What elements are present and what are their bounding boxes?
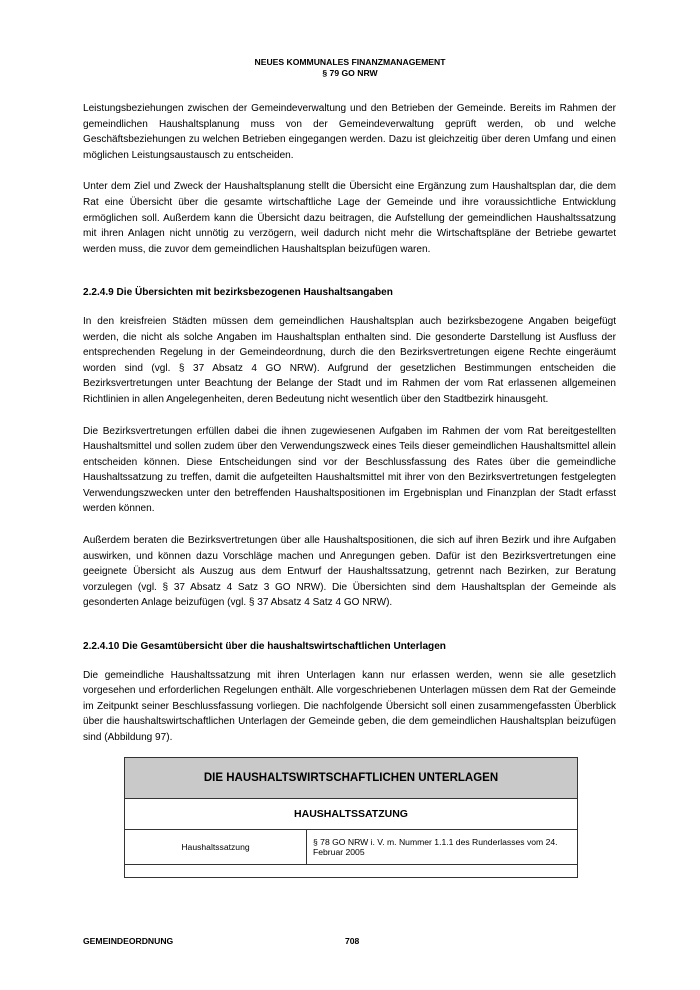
header-section: § 79 GO NRW [322,68,378,78]
table-spacer [125,865,577,877]
intro-paragraph-2: Unter dem Ziel und Zweck der Haushaltsplanung stellt die Übersicht eine Ergänzung zum Haushaltsplan dar, die dem Rat eine Übersicht über die gesamte wirtschaftliche Lage der Gemeinde und ihre voraussichtliche Entwicklung ermöglichen soll. Außerdem kann die Übersicht dazu beitragen, die Aufstellung der gemeindlichen Haushaltssatzung mit ihren Anlagen nicht unnötig zu verzögern, weil dadurch nicht mehr die Wirtschaftspläne der Betriebe gewartet werden muss, die zuvor dem gemeindlichen Haushaltsplan beizufügen waren. [83,181,616,255]
section-heading-2249: 2.2.4.9 Die Übersichten mit bezirksbezogenen Haushaltsangaben [83,287,393,299]
footer-label: GEMEINDEORDNUNG [83,936,174,946]
table-subtitle: HAUSHALTSSATZUNG [125,799,577,830]
section-heading-22410: 2.2.4.10 Die Gesamtübersicht über die haushaltswirtschaftlichen Unterlagen [83,641,446,653]
page-header [0,57,700,79]
section1-paragraph-3: Außerdem beraten die Bezirksvertretungen über alle Haushaltspositionen, die sich auf ihren Bezirk und ihre Aufgaben auswirken, und können dazu Vorschläge machen und Anregungen geben. Dafür ist den Bezirksvertretungen eine geeignete Übersicht als Auszug aus dem Entwurf der Haushaltssatzung, getrennt nach Bezirken, zur Beratung vorzulegen (vgl. § 37 Absatz 4 Satz 3 GO NRW). Die Übersichten sind dem Haushaltsplan der Gemeinde als gesonderten Anlage beizufügen (vgl. § 37 Absatz 4 Satz 4 GO NRW). [83,535,616,609]
table-cell-document: Haushaltssatzung [125,830,307,864]
header-title: NEUES KOMMUNALES FINANZMANAGEMENT [254,57,446,67]
table-title: DIE HAUSHALTSWIRTSCHAFTLICHEN UNTERLAGEN [125,758,577,799]
table-row [125,830,577,865]
documents-table [124,757,578,878]
section1-paragraph-2: Die Bezirksvertretungen erfüllen dabei die ihnen zugewiesenen Aufgaben im Rahmen der vom Rat bereitgestellten Haushaltsmittel und sollen zudem über den Verwendungszweck eines Teils dieser gemeindlichen Haushaltsmittel allein entscheiden können. Diese Entscheidungen sind vor der Beschlussfassung des Rates über die gemeindliche Haushaltssatzung zu treffen, damit die aufgeteilten Haushaltsmittel mit ihrer von den Bezirksvertretungen festgelegten Verwendungszwecken unter den betreffenden Haushaltspositionen im Ergebnisplan und Finanzplan der Stadt erfasst werden können. [83,425,616,515]
page-number: 708 [345,936,360,946]
section2-paragraph-1: Die gemeindliche Haushaltssatzung mit ihren Unterlagen kann nur erlassen werden, wenn sie alle gesetzlich vorgesehen und erforderlichen Regelungen enthält. Alle vorgeschriebenen Unterlagen müssen dem Rat der Gemeinde im Zeitpunkt seiner Beschlussfassung vorliegen. Die nachfolgende Übersicht soll einen zusammengefassten Überblick über die haushaltswirtschaftlichen Unterlagen der Gemeinde geben, die dem gemeindlichen Haushaltsplan beizufügen sind (Abbildung 97). [83,669,616,743]
intro-paragraph-1: Leistungsbeziehungen zwischen der Gemeindeverwaltung und den Betrieben der Gemeinde. Bereits im Rahmen der gemeindlichen Haushaltsplanung muss von der Gemeindeverwaltung geprüft werden, ob und welche Geschäftsbeziehungen zu welchen Betrieben eingegangen werden. Dazu ist gleichzeitig über deren Umfang und einen möglichen Leistungsaustausch zu entscheiden. [83,103,616,161]
table-cell-legal-basis: § 78 GO NRW i. V. m. Nummer 1.1.1 des Runderlasses vom 24. Februar 2005 [313,836,558,857]
section1-paragraph-1: In den kreisfreien Städten müssen dem gemeindlichen Haushaltsplan auch bezirksbezogene Angaben beigefügt werden, die nicht als solche Angaben im Haushaltsplan enthalten sind. Die gesonderte Darstellung ist Ausfluss der entsprechenden Regelung in der Gemeindeordnung, durch die den Bezirksvertretungen eigene Rechte eingeräumt worden sind (vgl. § 37 Absatz 4 GO NRW). Aufgrund der gesetzlichen Bestimmungen entscheiden die Bezirksvertretungen unter Beachtung der Belange der Stadt und im Rahmen der vom Rat erlassenen allgemeinen Richtlinien in allen Angelegenheiten, deren Bedeutung nicht wesentlich über den Stadtbezirk hinausgeht. [83,315,616,405]
document-body [83,101,616,762]
